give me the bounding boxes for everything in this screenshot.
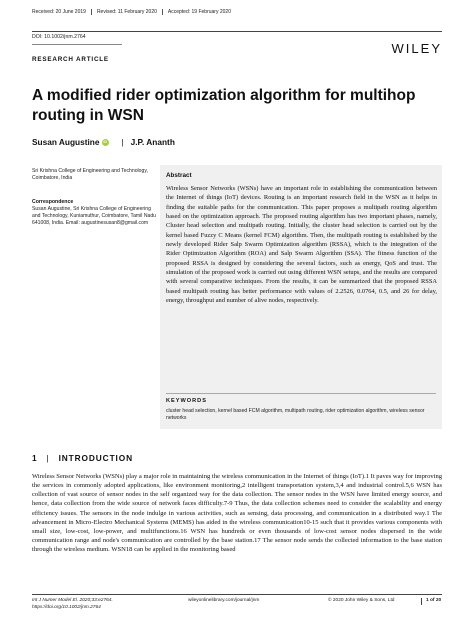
introduction-text: Wireless Sensor Networks (WSNs) play a major role in maintaining the wireless communication in the Internet of things (IoT).1 It paves way for improving the services in commonly adopted applications, like environment monitoring,2 intelligent transportation system,3,4 and industrial control.5,6 WSN has collection of vast source of sensor nodes in the self organized way for the data collection. The sensor nodes in the WSN have limited energy source, and hence, data collection from the wide source of network faces difficulty.7-9 Thus, the data collection schemes need to consider the scalability and energy efficiency issues. The sensors in the node indulge in various activities, such as sensing, data processing, and communication in a distributed way.1 The advancement in Micro-Electro Mechanical Systems (MEMS) has aided in the wireless communication10-15 such that it provides various components with small size, low-cost, low-power, and multifunctions.16 WSN has hundreds or even thousands of low-cost sensor nodes dispersed in the wide communication range and node's communication are controlled by the base station.17 The sensor node sends the collected information to the base station through the wireless medium. WSN18 can be applied in the monitoring based: [32, 473, 442, 554]
author-list: [32, 137, 175, 147]
manuscript-dates: [32, 9, 236, 15]
publisher-logo: WILEY: [391, 41, 442, 56]
doi[interactable]: DOI: 10.1002/jnm.2764: [32, 34, 86, 40]
orcid-icon[interactable]: [102, 139, 109, 146]
correspondence-heading: Correspondence: [32, 199, 74, 205]
copyright: © 2020 John Wiley & Sons, Ltd: [328, 598, 395, 603]
article-type: RESEARCH ARTICLE: [32, 56, 109, 63]
footer-citation: [32, 598, 113, 611]
author-name[interactable]: Susan Augustine: [32, 137, 100, 147]
abstract-text: Wireless Sensor Networks (WSNs) have an important role in establishing the communication between the Internet of things (IoT) devices. Routing is an important research field in the WSN as it helps in finding the suitable paths for the communication. This paper proposes a multipath routing algorithm based on the optimization approach. The proposed routing algorithm has two important phases, namely, Cluster head selection and multipath routing. Initially, the cluster head selection is carried out by the kernel based Fuzzy C Means (kernel FCM) algorithm. Then, the multipath routing is established by the newly developed Rider Salp Swarm Optimization algorithm (RSSA), which is the integration of the Rider Optimization Algorithm (ROA) and Salp Swarm Algorithm (SSA). The fitness function of the proposed RSSA is designed by considering the several factors, such as energy, QoS and trust. The simulation of the proposed work is carried out using different WSN setups, and the results are compared with several comparative techniques. From the results, it can be summarized that the proposed RSSA based multipath routing has better performance with values of 2.2526, 0.0764, 0.5, and 26 for delay, energy, throughput and number of alive nodes, respectively.: [166, 185, 437, 305]
page-number: 1 of 20: [421, 598, 441, 605]
accepted-date: Accepted: 19 February 2020: [162, 9, 236, 15]
affiliation: Sri Krishna College of Engineering and Technology, Coimbatore, India: [32, 168, 148, 182]
keywords-text: cluster head selection, kernel based FCM algorithm, multipath routing, rider optimization algorithm, wireless sensor networks: [166, 408, 425, 422]
author-separator: |: [121, 137, 124, 147]
paper-title: A modified rider optimization algorithm for multihop routing in WSN: [32, 87, 416, 124]
journal-url[interactable]: wileyonlinelibrary.com/journal/jnm: [188, 598, 260, 603]
revised-date: Revised: 11 February 2020: [91, 9, 162, 15]
section-separator: |: [46, 453, 50, 463]
doi-divider: [32, 44, 122, 45]
section-heading: [32, 453, 133, 463]
header-divider: [32, 31, 442, 32]
section-title: INTRODUCTION: [58, 453, 133, 463]
section-number: 1: [32, 453, 38, 463]
keywords-divider: [166, 393, 436, 394]
abstract-heading: Abstract: [166, 172, 192, 179]
journal-citation: Int J Numer Model El. 2020;33:e2764.: [32, 598, 113, 603]
footer-divider: [32, 594, 442, 595]
received-date: Received: 20 June 2019: [32, 9, 86, 15]
doi-link[interactable]: https://doi.org/10.1002/jnm.2764: [32, 604, 101, 610]
author-name[interactable]: J.P. Ananth: [130, 137, 175, 147]
keywords-heading: KEYWORDS: [166, 398, 207, 404]
correspondence-details: Susan Augustine, Sri Krishna College of Engineering and Technology, Kuniamuthur, Coimbatore, Tamil Nadu 641008, India. Email: augustinesusan8@gmail.com: [32, 206, 157, 227]
